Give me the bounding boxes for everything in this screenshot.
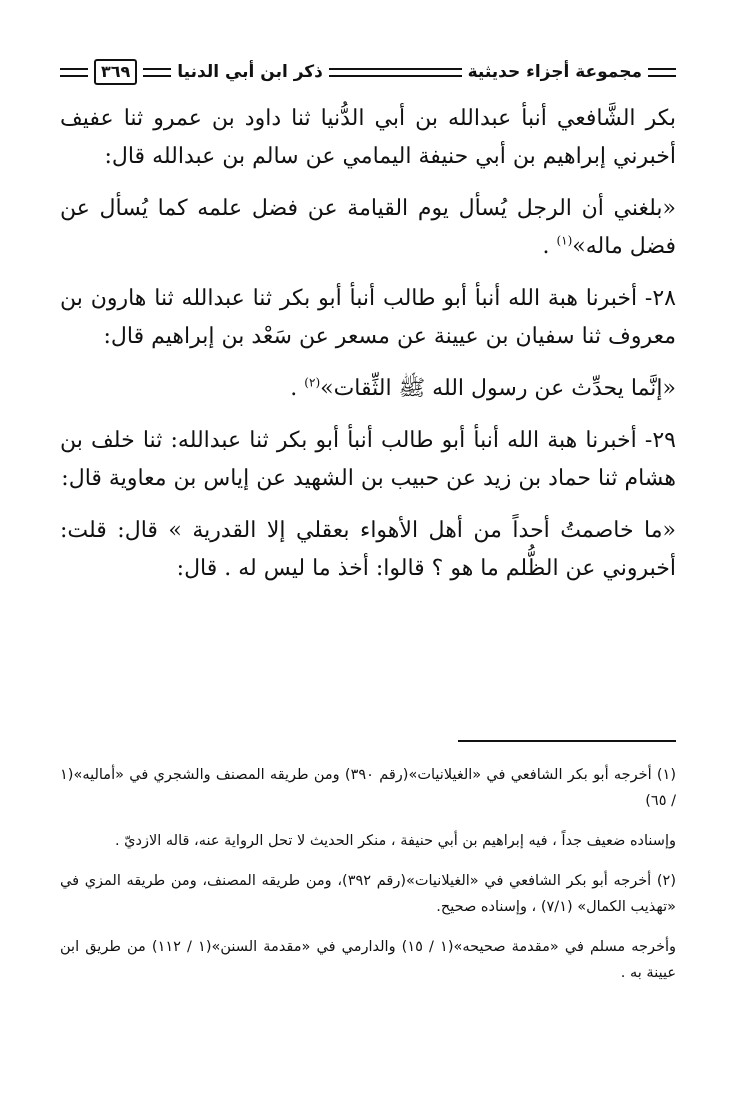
header-rule-before-number <box>143 68 171 77</box>
paragraph-text: ٢٨- أخبرنا هبة الله أنبأ أبو طالب أنبأ أبو بكر ثنا عبدالله ثنا هارون بن معروف ثنا سفيان بن عيينة عن مسعر عن سَعْد بن إبراهيم قال: <box>60 286 676 349</box>
footnote-1-comment: وإسناده ضعيف جداً ، فيه إبراهيم بن أبي حنيفة ، منكر الحديث لا تحل الرواية عنه، قاله الازديّ . <box>114 833 676 849</box>
footnote-1: (١) أخرجه أبو بكر الشافعي في «الغيلانيات»(رقم ٣٩٠) ومن طريقه المصنف والشجري في «أماليه»(١ / ٦٥) <box>60 767 676 809</box>
section-title: ذكر ابن أبي الدنيا <box>177 62 323 82</box>
footnote-2: (٢) أخرجه أبو بكر الشافعي في «الغيلانيات»(رقم ٣٩٢)، ومن طريقه المصنف، ومن طريقه المزي في «تهذيب الكمال» (٧/١) ، وإسناده صحيح. <box>60 873 676 915</box>
paragraph-2 <box>60 190 676 266</box>
paragraph-text: «إنَّما يحدِّث عن رسول الله ﷺ الثِّقات» <box>320 376 676 401</box>
footnote-marker-2: (٢) <box>304 375 321 390</box>
footnote-separator <box>458 740 676 742</box>
header-rule-left <box>60 68 88 77</box>
paragraph-text: ٢٩- أخبرنا هبة الله أنبأ أبو طالب أنبأ أبو بكر ثنا عبدالله: ثنا خلف بن هشام ثنا حماد بن زيد عن حبيب بن الشهيد عن إياس بن معاوية قال: <box>60 428 676 491</box>
footnote-2-comment: وأخرجه مسلم في «مقدمة صحيحه»(١ / ١٥) والدارمي في «مقدمة السنن»(١ / ١١٢) من طريق ابن عيينة به . <box>60 939 676 981</box>
header-rule-middle <box>329 68 462 77</box>
footnote-marker-1: (١) <box>556 233 573 248</box>
paragraph-text: «ما خاصمتُ أحداً من أهل الأهواء بعقلي إلا القدرية » قال: قلت: أخبروني عن الظُّلم ما هو ؟ قالوا: أخذ ما ليس له . قال: <box>60 518 676 581</box>
paragraph-text: بكر الشَّافعي أنبأ عبدالله بن أبي الدُّنيا ثنا داود بن عمرو ثنا عفيف أخبرني إبراهيم بن أبي حنيفة اليمامي عن سالم بن عبدالله قال: <box>60 106 676 169</box>
running-header <box>60 55 676 89</box>
paragraph-4 <box>60 370 676 408</box>
page-number: ٣٦٩ <box>94 59 137 85</box>
paragraph-1 <box>60 100 676 176</box>
main-text <box>60 100 676 602</box>
paragraph-3 <box>60 280 676 356</box>
book-title: مجموعة أجزاء حديثية <box>467 62 642 82</box>
header-rule-right <box>648 68 676 77</box>
footnotes <box>60 762 676 1000</box>
paragraph-5 <box>60 422 676 498</box>
paragraph-tail: . <box>542 234 557 259</box>
paragraph-text: «بلغني أن الرجل يُسأل يوم القيامة عن فضل علمه كما يُسأل عن فضل ماله» <box>60 196 676 259</box>
paragraph-6 <box>60 512 676 588</box>
paragraph-tail: . <box>290 376 305 401</box>
